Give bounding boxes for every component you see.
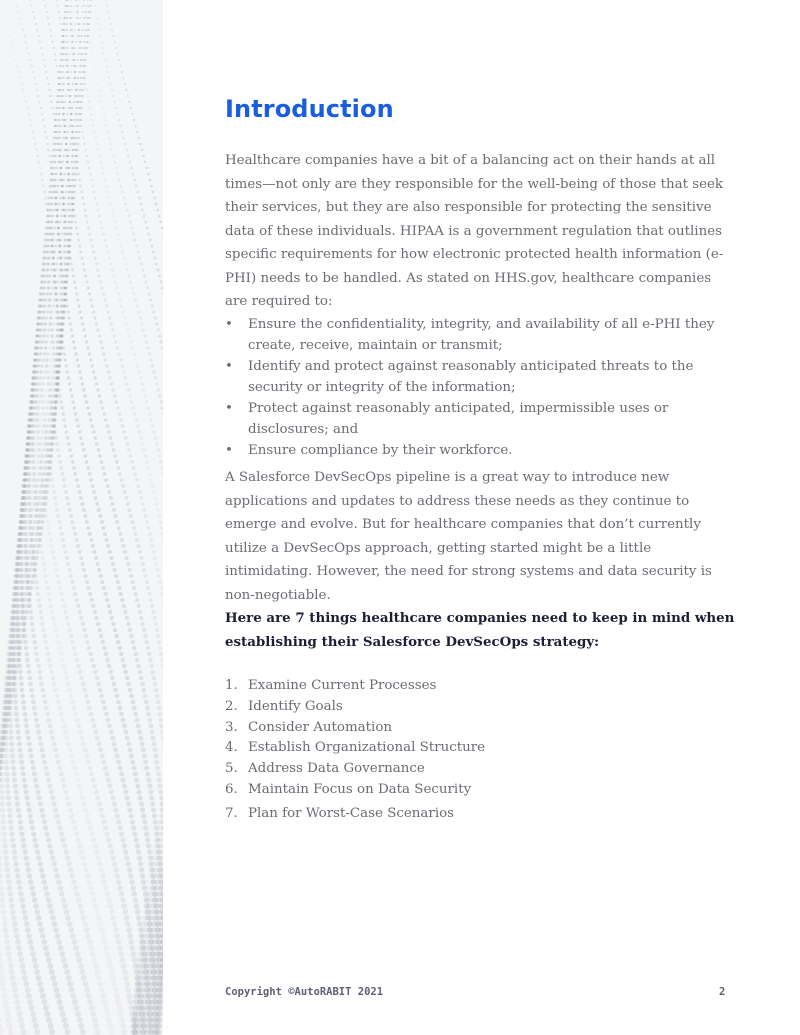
page-title: Introduction: [225, 95, 394, 123]
bullet-icon: •: [225, 401, 233, 416]
footer-page-number: 2: [719, 986, 726, 998]
decorative-side-panel: [0, 0, 163, 1035]
list-item: 7. Plan for Worst-Case Scenarios: [225, 805, 455, 821]
things-list: [225, 676, 735, 825]
list-item: 2. Identify Goals: [225, 698, 343, 714]
list-item: • Ensure compliance by their workforce.: [225, 440, 735, 461]
intro-paragraph: Healthcare companies have a bit of a balancing act on their hands at all times—not only are they responsible for the well-being of those that seek their services, but they are also responsible for protecting the sensitive data of these individuals. HIPAA is a government regulation that outlines specific requirements for how electronic protected health information (e-PHI) needs to be handled. As stated on HHS.gov, healthcare companies are required to:: [225, 153, 724, 309]
dot-wave-graphic: [0, 0, 163, 1035]
list-item: • Ensure the confidentiality, integrity, and availability of all e-PHI they create, receive, maintain or transmit;: [225, 314, 735, 356]
requirements-list: [225, 314, 735, 461]
pipeline-paragraph: A Salesforce DevSecOps pipeline is a great way to introduce new applications and updates to address these needs as they continue to emerge and evolve. But for healthcare companies that don’t currently utilize a DevSecOps approach, getting started might be a little intimidating. However, the need for strong systems and data security is non-negotiable.: [225, 470, 712, 603]
list-item: 1. Examine Current Processes: [225, 678, 437, 693]
things-lead-in: Here are 7 things healthcare companies need to keep in mind when establishing their Salesforce DevSecOps strategy:: [225, 610, 735, 650]
list-item: 5. Address Data Governance: [225, 761, 425, 777]
list-item: 6. Maintain Focus on Data Security: [225, 781, 472, 797]
footer-copyright: Copyright ©AutoRABIT 2021: [225, 986, 384, 998]
list-item: • Protect against reasonably anticipated, impermissible uses or disclosures; and: [225, 398, 735, 440]
bullet-icon: •: [225, 359, 233, 374]
bullet-icon: •: [225, 443, 233, 458]
list-item: 4. Establish Organizational Structure: [225, 740, 486, 756]
bullet-icon: •: [225, 317, 233, 332]
list-item: 3. Consider Automation: [225, 719, 393, 735]
list-item: • Identify and protect against reasonably anticipated threats to the security or integrity of the information;: [225, 356, 735, 398]
